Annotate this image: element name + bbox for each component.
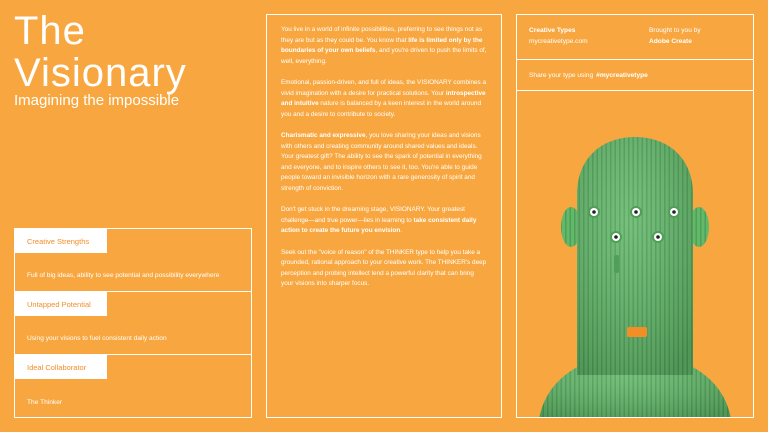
text-span: . <box>400 227 403 234</box>
trait-value: Using your visions to fuel consistent daily action <box>27 335 167 342</box>
character-panel <box>516 14 754 418</box>
visionary-character-illustration <box>517 15 754 418</box>
eye-icon <box>588 206 600 218</box>
mouth <box>627 327 647 337</box>
text-emphasis: introspective and intuitive <box>281 89 486 107</box>
character-body <box>539 137 731 418</box>
text-emphasis: Charismatic and expressive <box>281 132 366 139</box>
description-panel <box>266 14 502 418</box>
text-span: Don't get stuck in the dreaming stage, VISIONARY. Your greatest challenge—and true power—lies in learning to <box>281 206 465 224</box>
title-line-2: Visionary <box>14 51 187 95</box>
eye-icon <box>652 231 664 243</box>
share-hashtag[interactable]: #mycreativetype <box>596 71 648 79</box>
text-span: Emotional, passion-driven, and full of ideas, the VISIONARY combines a vivid imagination with a desire for practical solutions. Your <box>281 79 487 97</box>
page-title <box>14 10 254 94</box>
text-emphasis: take consistent daily action to create the future you envision <box>281 216 477 234</box>
description-paragraph-1 <box>281 25 487 67</box>
eye-icon <box>630 206 642 218</box>
description-paragraph-2 <box>281 78 487 120</box>
text-span: nature is balanced by a keen interest in the world around you and a desire to contribute to society. <box>281 100 481 118</box>
share-text: Share your type using <box>529 71 594 79</box>
description-paragraph-5: Seek out the "voice of reason" of the THINKER type to help you take a grounded, rational approach to your creative work. The THINKER's deep perception and probing intellect lend a powerful clarity that can bring your visions into sharper focus. <box>281 248 487 287</box>
trait-ideal-collaborator <box>15 355 251 418</box>
traits-panel <box>14 228 252 418</box>
site-link[interactable]: mycreativetype.com <box>529 38 588 45</box>
trait-label: Creative Strengths <box>15 229 107 253</box>
text-span: , and you're driven to push the limits of, well, everything. <box>281 47 487 65</box>
eye-icon <box>610 231 622 243</box>
trait-label: Untapped Potential <box>15 292 107 316</box>
nose <box>614 255 619 273</box>
trait-creative-strengths <box>15 229 251 292</box>
eye-icon <box>668 206 680 218</box>
trait-value: The Thinker <box>27 399 63 406</box>
credits-title: Creative Types <box>529 27 576 34</box>
page-subtitle: Imagining the impossible <box>14 92 180 109</box>
trait-label: Ideal Collaborator <box>15 355 107 379</box>
text-span: , you love sharing your ideas and visions with others and creating community around shared values and ideals. Your greatest gift? The ability to see the spark of potential in everything and everyone, and to inspire others to see it, too. You're able to guide people toward an invisible horizon with a rare generosity of spirit and strength of conviction. <box>281 132 482 192</box>
brought-label: Brought to you by <box>649 27 701 34</box>
text-span: You live in a world of infinite possibilities, preferring to see things not as they are but as they could be. You know that <box>281 26 483 44</box>
description-paragraph-4 <box>281 205 487 237</box>
title-line-1: The <box>14 9 86 53</box>
trait-value: Full of big ideas, ability to see potential and possibility everywhere <box>27 272 220 279</box>
text-emphasis: life is limited only by the boundaries of your own beliefs <box>281 36 483 54</box>
trait-untapped-potential <box>15 292 251 355</box>
description-paragraph-3 <box>281 131 487 194</box>
brand-name[interactable]: Adobe Create <box>649 38 692 45</box>
